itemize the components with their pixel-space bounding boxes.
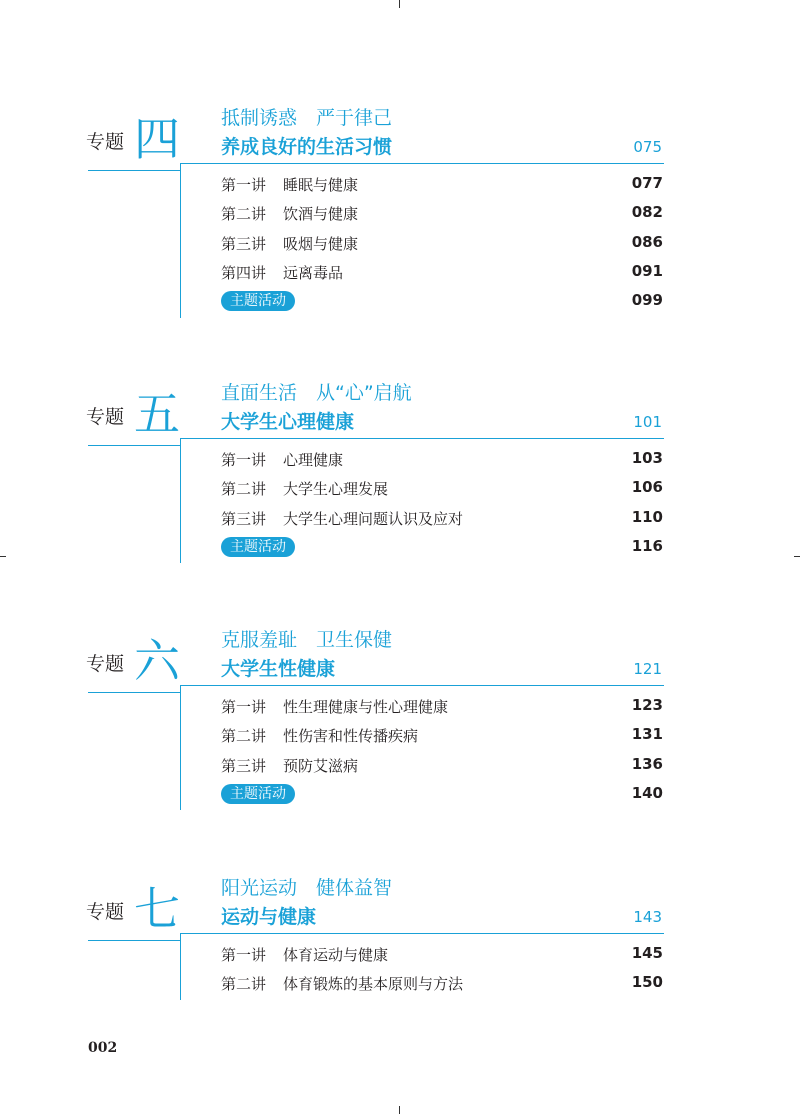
entry-lecture: 第二讲 xyxy=(221,205,267,224)
entry-page: 091 xyxy=(631,261,663,280)
section-rule-right xyxy=(180,933,664,934)
entry-lecture: 第一讲 xyxy=(221,698,267,716)
section-page: 121 xyxy=(633,660,662,678)
crop-mark xyxy=(399,1106,400,1114)
entry-lecture: 第四讲 xyxy=(221,263,267,282)
entry-page: 116 xyxy=(631,536,663,555)
entry-lecture: 第一讲 xyxy=(221,946,267,964)
entry-lecture: 第一讲 xyxy=(221,176,267,194)
entry-page: 136 xyxy=(631,754,663,773)
entry-page: 086 xyxy=(631,232,663,251)
entry-title: 体育锻炼的基本原则与方法 xyxy=(283,975,464,994)
entry-lecture: 第二讲 xyxy=(221,480,267,499)
crop-mark xyxy=(399,0,400,8)
toc-activity[interactable] xyxy=(221,784,663,806)
toc-entry[interactable] xyxy=(221,233,663,255)
section-divider xyxy=(180,933,181,1000)
section-rule-right xyxy=(180,438,664,439)
entry-page: 123 xyxy=(631,696,663,714)
toc-entry[interactable] xyxy=(221,696,663,718)
section-page: 075 xyxy=(633,138,662,156)
section-numeral: 七 xyxy=(134,882,180,936)
section-divider xyxy=(180,163,181,318)
entry-page: 140 xyxy=(631,783,663,802)
toc-entry[interactable] xyxy=(221,262,663,284)
section-numeral: 四 xyxy=(134,112,180,166)
entry-title: 大学生心理发展 xyxy=(283,480,389,499)
entry-title: 大学生心理问题认识及应对 xyxy=(283,509,464,528)
toc-entry[interactable] xyxy=(221,174,663,196)
section-title[interactable]: 养成良好的生活习惯 xyxy=(221,136,393,158)
entry-page: 150 xyxy=(631,973,663,992)
entry-title: 性伤害和性传播疾病 xyxy=(283,727,419,746)
section-page: 143 xyxy=(633,908,662,926)
entry-title: 性生理健康与性心理健康 xyxy=(283,698,449,716)
toc-entry[interactable] xyxy=(221,725,663,747)
entry-page: 106 xyxy=(631,478,663,497)
toc-section xyxy=(0,622,800,837)
page-number: 002 xyxy=(88,1040,118,1056)
section-title[interactable]: 运动与健康 xyxy=(221,906,317,928)
section-divider xyxy=(180,438,181,563)
toc-activity[interactable] xyxy=(221,291,663,313)
toc-entry[interactable] xyxy=(221,755,663,777)
section-rule-right xyxy=(180,163,664,164)
section-label: 专题 xyxy=(86,131,125,153)
section-subtitle: 克服羞耻 卫生保健 xyxy=(221,629,393,651)
entry-lecture: 第一讲 xyxy=(221,451,267,469)
entry-title: 预防艾滋病 xyxy=(283,756,359,775)
toc-section xyxy=(0,100,800,315)
entry-lecture: 第二讲 xyxy=(221,975,267,994)
toc-entry[interactable] xyxy=(221,508,663,530)
activity-badge: 主题活动 xyxy=(221,537,295,557)
toc-entry[interactable] xyxy=(221,478,663,500)
section-numeral: 五 xyxy=(134,387,180,441)
entry-lecture: 第三讲 xyxy=(221,756,267,775)
section-label: 专题 xyxy=(86,653,125,675)
toc-entry[interactable] xyxy=(221,203,663,225)
section-title[interactable]: 大学生性健康 xyxy=(221,658,336,680)
section-page: 101 xyxy=(633,413,662,431)
toc-entry[interactable] xyxy=(221,973,663,995)
entry-title: 睡眠与健康 xyxy=(283,176,359,194)
section-subtitle: 抵制诱惑 严于律己 xyxy=(221,107,393,129)
section-label: 专题 xyxy=(86,901,125,923)
entry-page: 077 xyxy=(631,174,663,192)
section-rule-right xyxy=(180,685,664,686)
entry-page: 082 xyxy=(631,203,663,222)
entry-title: 饮酒与健康 xyxy=(283,205,359,224)
entry-page: 110 xyxy=(631,507,663,526)
section-subtitle: 阳光运动 健体益智 xyxy=(221,877,393,899)
entry-page: 145 xyxy=(631,944,663,962)
entry-title: 远离毒品 xyxy=(283,263,344,282)
entry-title: 体育运动与健康 xyxy=(283,946,389,964)
toc-entry[interactable] xyxy=(221,944,663,966)
entry-lecture: 第三讲 xyxy=(221,509,267,528)
toc-entry[interactable] xyxy=(221,449,663,471)
entry-page: 131 xyxy=(631,725,663,744)
section-rule-left xyxy=(88,692,180,693)
toc-section xyxy=(0,870,800,1085)
entry-page: 103 xyxy=(631,449,663,467)
activity-badge: 主题活动 xyxy=(221,291,295,311)
section-numeral: 六 xyxy=(134,634,180,688)
entry-title: 吸烟与健康 xyxy=(283,234,359,253)
section-rule-left xyxy=(88,445,180,446)
entry-lecture: 第三讲 xyxy=(221,234,267,253)
entry-lecture: 第二讲 xyxy=(221,727,267,746)
section-subtitle: 直面生活 从“心”启航 xyxy=(221,382,412,404)
section-title[interactable]: 大学生心理健康 xyxy=(221,411,355,433)
entry-title: 心理健康 xyxy=(283,451,344,469)
activity-badge: 主题活动 xyxy=(221,784,295,804)
section-divider xyxy=(180,685,181,810)
toc-section xyxy=(0,375,800,590)
entry-page: 099 xyxy=(631,291,663,310)
section-rule-left xyxy=(88,940,180,941)
section-rule-left xyxy=(88,170,180,171)
section-label: 专题 xyxy=(86,406,125,428)
toc-activity[interactable] xyxy=(221,537,663,559)
